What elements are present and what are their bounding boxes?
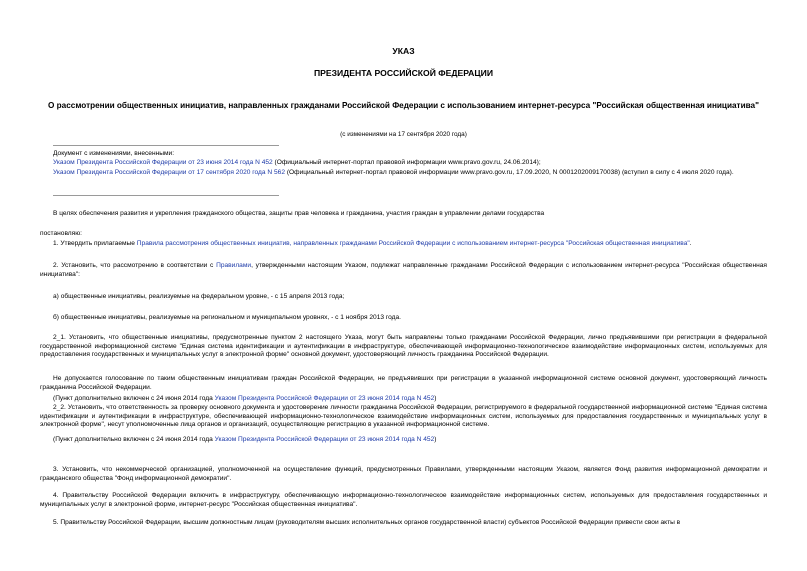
rules-short-link[interactable]: Правилами — [216, 262, 252, 269]
added-note-2 — [53, 436, 767, 445]
p2-text: 2. Установить, что рассмотрению в соответствии с — [53, 262, 217, 269]
paragraph-1 — [53, 240, 767, 249]
changes-bottom-rule — [53, 195, 279, 196]
paragraph-3: 3. Установить, что некоммерческой организацией, уполномоченной на осуществление функций, предусмотренных Правилами, утвержденными настоящим Указом, является Фонд развития информационной демократии и гражданского общества "Фонд информационной демократии". — [40, 466, 767, 482]
paragraph-4: 4. Правительству Российской Федерации включить в инфраструктуру, обеспечивающую информационно-технологическое взаимодействие информационных систем, используемых для предоставления государственных и муниципальных услуг в электронной форме, интернет-ресурс "Российская общественная инициатива". — [40, 492, 767, 508]
added-1-end: ) — [434, 395, 437, 402]
change-entry-1 — [53, 159, 767, 168]
change-2-text: (Официальный интернет-портал правовой информации www.pravo.gov.ru, 17.09.2020, N 0001202009170038) (вступил в силу с 4 июля 2020 года). — [285, 169, 734, 176]
changes-top-rule — [53, 145, 279, 146]
decree-word: постановляю: — [40, 230, 83, 237]
added-1-link[interactable]: Указом Президента Российской Федерации от 23 июня 2014 года N 452 — [214, 395, 435, 402]
change-entry-2 — [53, 169, 767, 178]
paragraph-5: 5. Правительству Российской Федерации, высшим должностным лицам (руководителям высших исполнительных органов государственной власти) субъектов Российской Федерации привести свои акты в — [53, 519, 681, 526]
changes-header: Документ с изменениями, внесенными: — [53, 150, 175, 157]
preamble: В целях обеспечения развития и укрепления гражданского общества, защиты прав человека и гражданина, участия граждан в управлении делами государства — [53, 210, 545, 217]
added-2-link[interactable]: Указом Президента Российской Федерации от 23 июня 2014 года N 452 — [214, 436, 435, 443]
paragraph-2-2: 2_2. Установить, что ответственность за проверку основного документа и удостоверение личности гражданина Российской Федерации, регистрируемого в федеральной государственной информационной системе "Единая система идентификации и аутентификации в инфраструктуре, обеспечивающей информационно-технологическое взаимодействие информационных систем, используемых для предоставления государственных и муниципальных услуг в электронной форме", несут уполномоченные лица органов и организаций, осуществляющие регистрацию в указанной информационной системе. — [40, 404, 767, 429]
p1-text: 1. Утвердить прилагаемые — [53, 240, 137, 247]
title-line-1: УКАЗ — [392, 46, 415, 56]
change-1-text: (Официальный интернет-портал правовой информации www.pravo.gov.ru, 24.06.2014); — [272, 159, 541, 166]
added-2-text: (Пункт дополнительно включен с 24 июня 2014 года — [53, 436, 215, 443]
paragraph-2b: б) общественные инициативы, реализуемые на региональном и муниципальном уровнях, - с 1 ноября 2013 года. — [53, 314, 402, 321]
p1-end: . — [689, 240, 692, 247]
change-2-link[interactable]: Указом Президента Российской Федерации от 17 сентября 2020 года N 562 — [53, 169, 285, 176]
p2-end: , утвержденными настоящим Указом, подлежат направленные гражданами Российской Федерации с использованием интернет-ресурса "Российская общественная инициатива": — [40, 262, 767, 278]
paragraph-2-1-b: Не допускается голосование по таким общественным инициативам граждан Российской Федерации, не предъявивших при регистрации в указанной информационной системе основной документ, удостоверяющий личность гражданина Российской Федерации. — [40, 375, 767, 391]
added-note-1 — [53, 395, 767, 404]
rules-link[interactable]: Правила рассмотрения общественных инициатив, направленных гражданами Российской Федерации с использованием интернет-ресурса "Российская общественная инициатива" — [136, 240, 690, 247]
added-1-text: (Пункт дополнительно включен с 24 июня 2014 года — [53, 395, 215, 402]
paragraph-2a: а) общественные инициативы, реализуемые на федеральном уровне, - с 15 апреля 2013 года; — [53, 293, 345, 300]
amendment-note: (с изменениями на 17 сентября 2020 года) — [340, 131, 467, 138]
document-subject: О рассмотрении общественных инициатив, направленных гражданами Российской Федерации с использованием интернет-ресурса "Российская общественная инициатива" — [48, 101, 759, 110]
title-line-2: ПРЕЗИДЕНТА РОССИЙСКОЙ ФЕДЕРАЦИИ — [313, 68, 494, 78]
paragraph-2-1: 2_1. Установить, что общественные инициативы, предусмотренные пунктом 2 настоящего Указа, могут быть направлены только гражданами Российской Федерации, лично предъявившими при регистрации в федеральной государственной информационной системе "Единая система идентификации и аутентификации в инфраструктуре, обеспечивающей информационно-технологическое взаимодействие информационных систем, используемых для предоставления государственных и муниципальных услуг в электронной форме" основной документ, удостоверяющий личность гражданина Российской Федерации. — [40, 334, 767, 359]
change-1-link[interactable]: Указом Президента Российской Федерации от 23 июня 2014 года N 452 — [53, 159, 273, 166]
added-2-end: ) — [434, 436, 437, 443]
paragraph-2 — [40, 262, 767, 279]
